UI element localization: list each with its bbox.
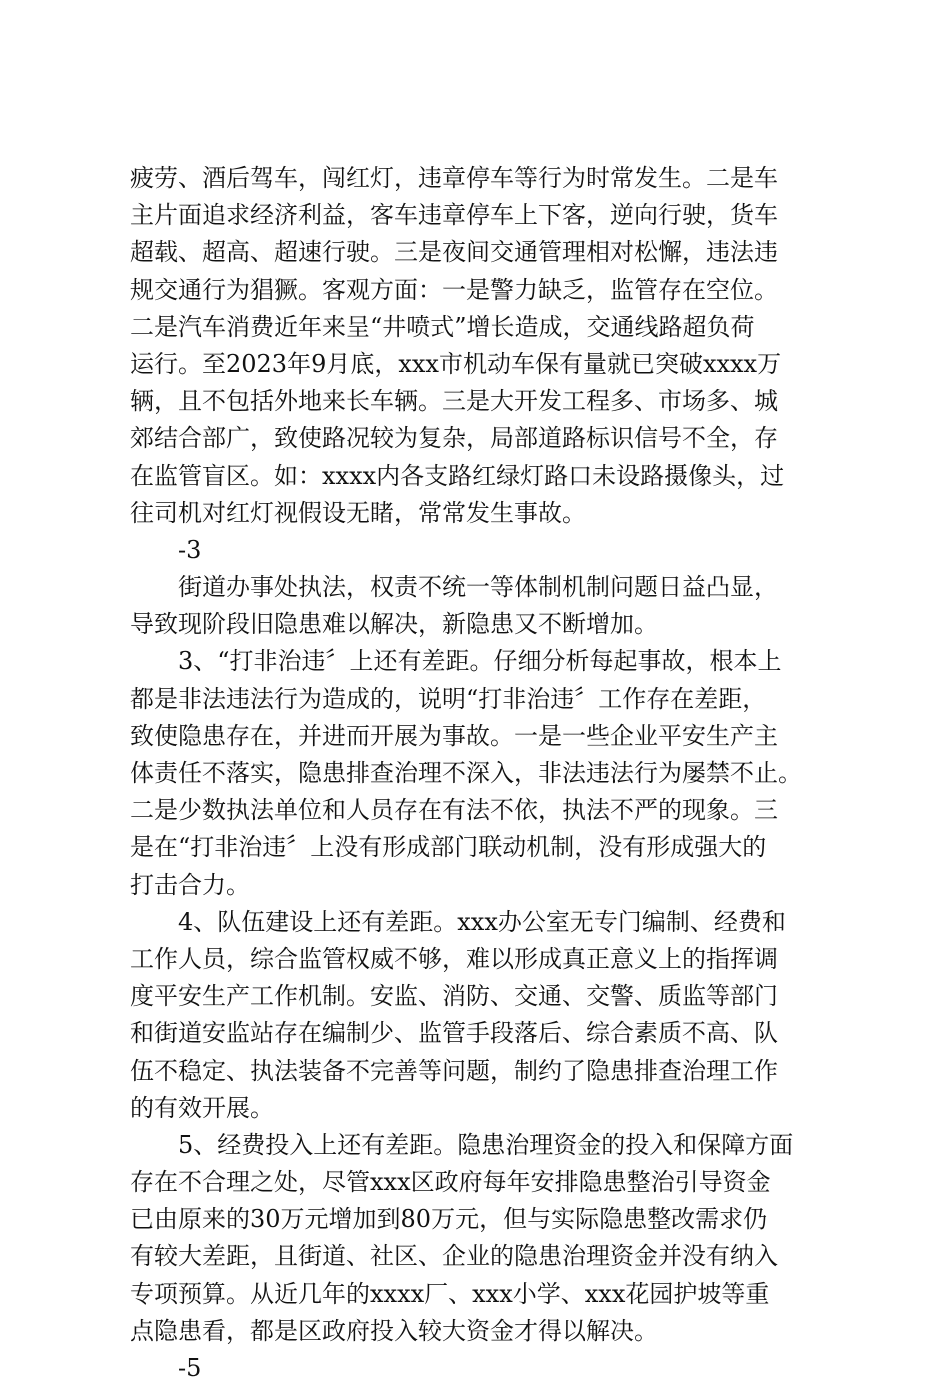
text-line: 和街道安监站存在编制少、监管手段落后、综合素质不高、队 xyxy=(130,1019,778,1048)
text-line: 是在“打非治违〞上没有形成部门联动机制，没有形成强大的 xyxy=(130,833,767,862)
document-body-text xyxy=(130,160,840,1387)
text-line: 点隐患看，都是区政府投入较大资金才得以解决。 xyxy=(130,1316,658,1345)
text-line: 4、队伍建设上还有差距。xxx办公室无专门编制、经费和 xyxy=(178,907,786,936)
text-line: 郊结合部广，致使路况较为复杂，局部道路标识信号不全，存 xyxy=(130,424,778,453)
text-line: 二是少数执法单位和人员存在有法不依，执法不严的现象。三 xyxy=(130,796,778,825)
text-line: 体责任不落实，隐患排查治理不深入，非法违法行为屡禁不止。 xyxy=(130,759,802,787)
text-line: 有较大差距，且街道、社区、企业的隐患治理资金并没有纳入 xyxy=(130,1242,778,1271)
text-line: 在监管盲区。如：xxxx内各支路红绿灯路口未设路摄像头，过 xyxy=(130,461,785,490)
text-line: 致使隐患存在，并进而开展为事故。一是一些企业平安生产主 xyxy=(130,721,778,750)
text-line: 规交通行为猖獗。客观方面：一是警力缺乏，监管存在空位。 xyxy=(130,275,778,304)
text-line: 都是非法违法行为造成的，说明“打非治违〞工作存在差距， xyxy=(130,684,767,713)
text-line: -3 xyxy=(178,535,202,564)
text-line: 工作人员，综合监管权威不够，难以形成真正意义上的指挥调 xyxy=(130,944,778,973)
text-line: -5 xyxy=(178,1354,202,1382)
text-line: 度平安生产工作机制。安监、消防、交通、交警、质监等部门 xyxy=(130,982,778,1011)
text-line: 超载、超高、超速行驶。三是夜间交通管理相对松懈，违法违 xyxy=(130,238,778,267)
text-line: 辆，且不包括外地来长车辆。三是大开发工程多、市场多、城 xyxy=(130,387,778,416)
text-line: 往司机对红灯视假设无睹，常常发生事故。 xyxy=(130,498,586,527)
text-line: 伍不稳定、执法装备不完善等问题，制约了隐患排查治理工作 xyxy=(130,1056,778,1085)
text-line: 导致现阶段旧隐患难以解决，新隐患又不断增加。 xyxy=(130,610,658,639)
text-line: 的有效开展。 xyxy=(130,1093,274,1122)
text-line: 疲劳、酒后驾车，闯红灯，违章停车等行为时常发生。二是车 xyxy=(130,164,778,192)
text-line: 主片面追求经济利益，客车违章停车上下客，逆向行驶，货车 xyxy=(130,201,778,230)
text-line: 存在不合理之处，尽管xxx区政府每年安排隐患整治引导资金 xyxy=(130,1168,771,1197)
text-line: 打击合力。 xyxy=(130,870,250,899)
text-line: 已由原来的30万元增加到80万元，但与实际隐患整改需求仍 xyxy=(130,1205,768,1234)
text-line: 3、“打非治违〞上还有差距。仔细分析每起事故，根本上 xyxy=(178,647,782,676)
text-line: 5、经费投入上还有差距。隐患治理资金的投入和保障方面 xyxy=(178,1130,794,1159)
text-line: 二是汽车消费近年来呈“井喷式”增长造成，交通线路超负荷 xyxy=(130,312,755,341)
text-line: 专项预算。从近几年的xxxx厂、xxx小学、xxx花园护坡等重 xyxy=(130,1279,770,1308)
text-line: 运行。至2023年9月底，xxx市机动车保有量就已突破xxxx万 xyxy=(130,349,782,378)
text-line: 街道办事处执法，权责不统一等体制机制问题日益凸显， xyxy=(178,573,778,602)
